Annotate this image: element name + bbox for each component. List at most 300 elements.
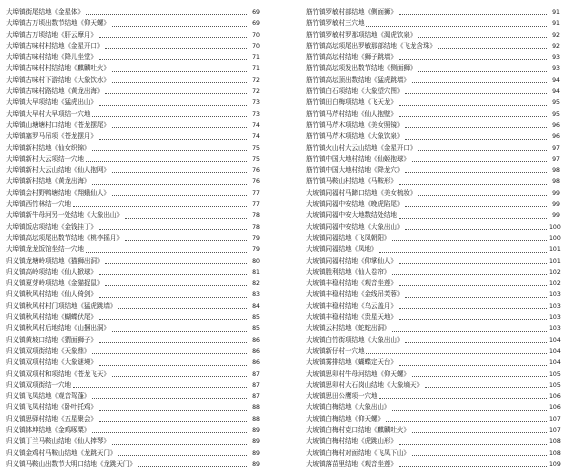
toc-entry[interactable] xyxy=(306,256,560,267)
toc-entry[interactable] xyxy=(6,335,260,346)
toc-entry-title: 大埠镇古味村村结地《金星开口》 xyxy=(6,41,104,50)
toc-entry-page-number: 98 xyxy=(552,167,560,175)
toc-entry-title: 大坡镇丰稳村结地《金线吊芙蓉》 xyxy=(306,290,404,299)
toc-entry-title: 筋竹镇马芹村结地《仙人抱壁》 xyxy=(306,109,397,118)
toc-entry[interactable] xyxy=(6,301,260,312)
toc-entry-title: 大埠镇古万顷出数节结地《仰天螺》 xyxy=(6,19,110,28)
toc-entry[interactable] xyxy=(6,222,260,233)
toc-entry-title: 大坡镇同福中安结地《大象出山》 xyxy=(306,222,404,231)
toc-entry-page-number: 75 xyxy=(252,155,260,163)
toc-entry-title: 归义镇马鞍山出数节大明口结地《龙跳天门》 xyxy=(6,459,136,468)
toc-entry-title: 大埠镇西竹林结一穴地 xyxy=(6,200,71,209)
toc-entry-title: 筋竹镇马芹木项结地《大象饮泉》 xyxy=(306,132,404,141)
toc-dot-leader xyxy=(112,126,247,128)
toc-entry[interactable] xyxy=(306,222,560,233)
toc-entry-page-number: 86 xyxy=(252,359,260,367)
toc-entry-title: 筋竹镇罗敏村三穴地 xyxy=(306,19,365,28)
toc-entry-title: 大埠镇古味村村结结地《麒麟吐火》 xyxy=(6,64,110,73)
toc-entry[interactable] xyxy=(306,210,560,221)
toc-dot-leader xyxy=(99,341,247,343)
toc-entry[interactable] xyxy=(6,18,260,29)
toc-entry-page-number: 103 xyxy=(549,302,561,310)
toc-dot-leader xyxy=(405,92,547,94)
toc-entry-page-number: 103 xyxy=(549,325,561,333)
toc-entry[interactable] xyxy=(306,436,560,447)
toc-entry[interactable] xyxy=(6,436,260,447)
toc-entry[interactable] xyxy=(306,357,560,368)
toc-entry-title: 归义镇秋风村后地结地《山捆出洞》 xyxy=(6,324,110,333)
toc-entry-title: 归义镇丁兰马鞍山结地《仙人捧琴》 xyxy=(6,437,110,446)
toc-dot-leader xyxy=(99,36,247,38)
toc-entry[interactable] xyxy=(306,312,560,323)
toc-entry[interactable] xyxy=(306,165,560,176)
toc-entry-page-number: 102 xyxy=(549,268,561,276)
toc-entry[interactable] xyxy=(6,233,260,244)
toc-entry-page-number: 78 xyxy=(252,212,260,220)
toc-dot-leader xyxy=(99,104,247,106)
toc-dot-leader xyxy=(418,149,547,151)
toc-dot-leader xyxy=(112,375,247,377)
toc-dot-leader xyxy=(405,341,547,343)
toc-right-column xyxy=(306,7,560,470)
toc-entry-page-number: 96 xyxy=(552,133,560,141)
toc-dot-leader xyxy=(99,296,247,298)
toc-dot-leader xyxy=(405,126,547,128)
toc-entry[interactable] xyxy=(6,188,260,199)
toc-entry-title: 大坡镇丰稳村结地《贵星天地》 xyxy=(306,313,397,322)
toc-entry[interactable] xyxy=(306,289,560,300)
toc-dot-leader xyxy=(125,217,247,219)
toc-entry-page-number: 89 xyxy=(252,438,260,446)
toc-entry[interactable] xyxy=(306,414,560,425)
toc-entry[interactable] xyxy=(6,210,260,221)
toc-entry[interactable] xyxy=(6,109,260,120)
toc-dot-leader xyxy=(405,171,547,173)
toc-entry-title: 归义镇飞凤结地《观音驾蓬》 xyxy=(6,392,91,401)
toc-entry-page-number: 106 xyxy=(549,393,561,401)
toc-entry-page-number: 85 xyxy=(252,314,260,322)
toc-entry[interactable] xyxy=(306,63,560,74)
toc-dot-leader xyxy=(118,454,247,456)
toc-entry-title: 筋竹镇中国大地村结地《降龙穴》 xyxy=(306,166,404,175)
toc-entry[interactable] xyxy=(306,402,560,413)
toc-entry-title: 筋竹镇白石项结地《大象望穴图》 xyxy=(306,87,404,96)
toc-dot-leader xyxy=(399,318,547,320)
toc-entry-title: 筋竹镇高坛项发出数节结地《侧面狮》 xyxy=(306,64,417,73)
toc-entry-page-number: 107 xyxy=(549,426,561,434)
toc-entry-page-number: 74 xyxy=(252,121,260,129)
toc-entry[interactable] xyxy=(306,346,560,357)
toc-entry-page-number: 70 xyxy=(252,42,260,50)
toc-entry[interactable] xyxy=(6,41,260,52)
toc-entry-title: 大埠镇古味村下游结地《大象饮水》 xyxy=(6,75,110,84)
toc-entry-title: 大埠镇古万顷结地《肝云摩月》 xyxy=(6,30,97,39)
toc-dot-leader xyxy=(99,138,247,140)
toc-entry-title: 筋竹镇高坛村结地《狮子跳墙》 xyxy=(306,53,397,62)
toc-entry-page-number: 77 xyxy=(252,189,260,197)
toc-dot-leader xyxy=(105,47,247,49)
toc-dot-leader xyxy=(379,251,547,253)
toc-entry[interactable] xyxy=(306,188,560,199)
toc-entry[interactable] xyxy=(6,176,260,187)
toc-entry[interactable] xyxy=(6,448,260,459)
toc-entry-page-number: 104 xyxy=(549,359,561,367)
toc-dot-leader xyxy=(99,409,247,411)
toc-entry-page-number: 71 xyxy=(252,54,260,62)
toc-entry[interactable] xyxy=(6,199,260,210)
toc-dot-leader xyxy=(399,443,547,445)
toc-entry-page-number: 87 xyxy=(252,370,260,378)
toc-entry[interactable] xyxy=(6,75,260,86)
toc-entry-page-number: 92 xyxy=(552,42,560,50)
toc-entry-page-number: 99 xyxy=(552,201,560,209)
toc-entry-title: 大埠镇会村野鸭塘结地《翔蛾仙人》 xyxy=(6,188,110,197)
toc-entry-page-number: 89 xyxy=(252,460,260,468)
toc-entry-page-number: 108 xyxy=(549,449,561,457)
toc-dot-leader xyxy=(399,262,547,264)
toc-entry[interactable] xyxy=(306,176,560,187)
toc-entry-title: 归义镇黄坡口结地《猬面狮子》 xyxy=(6,335,97,344)
toc-entry-page-number: 76 xyxy=(252,167,260,175)
toc-entry[interactable] xyxy=(306,143,560,154)
toc-entry-title: 归义镇双项村结地《大象谜境》 xyxy=(6,358,97,367)
toc-entry-page-number: 103 xyxy=(549,314,561,322)
toc-entry-title: 归义镇高岭项结地《仙人掀球》 xyxy=(6,267,97,276)
toc-entry-page-number: 106 xyxy=(549,404,561,412)
toc-entry-page-number: 101 xyxy=(549,246,561,254)
toc-dot-leader xyxy=(92,352,247,354)
toc-dot-leader xyxy=(112,443,247,445)
toc-entry-page-number: 83 xyxy=(252,291,260,299)
toc-entry-page-number: 73 xyxy=(252,99,260,107)
toc-entry-page-number: 95 xyxy=(552,99,560,107)
toc-entry-title: 筋竹镇罗敏村罗那项结地《渴虎饮泉》 xyxy=(306,30,417,39)
toc-entry[interactable] xyxy=(6,256,260,267)
toc-entry[interactable] xyxy=(6,143,260,154)
toc-dot-leader xyxy=(412,431,547,433)
toc-entry-page-number: 107 xyxy=(549,415,561,423)
toc-dot-leader xyxy=(118,307,247,309)
toc-entry[interactable] xyxy=(306,120,560,131)
toc-entry-page-number: 88 xyxy=(252,404,260,412)
toc-dot-leader xyxy=(405,138,547,140)
toc-dot-leader xyxy=(392,330,547,332)
toc-entry-page-number: 88 xyxy=(252,415,260,423)
toc-entry[interactable] xyxy=(6,165,260,176)
toc-entry-title: 大坡镇同福结地《飞凤朝阳》 xyxy=(306,233,391,242)
toc-entry-page-number: 99 xyxy=(552,189,560,197)
toc-dot-leader xyxy=(366,352,547,354)
toc-entry-page-number: 94 xyxy=(552,88,560,96)
toc-entry-title: 大坡镇同福中安结地《晚虎陷尾》 xyxy=(306,200,404,209)
toc-entry-title: 大坡镇白竹街项结地《大象出山》 xyxy=(306,335,404,344)
toc-entry-page-number: 85 xyxy=(252,325,260,333)
toc-entry-page-number: 77 xyxy=(252,201,260,209)
toc-entry-title: 大坡镇云村结地《蛇蛇出洞》 xyxy=(306,324,391,333)
toc-entry-title: 大坡镇丰稳村结地《观音坐莲》 xyxy=(306,279,397,288)
toc-dot-leader xyxy=(366,25,547,27)
toc-entry-page-number: 79 xyxy=(252,234,260,242)
toc-entry-page-number: 102 xyxy=(549,280,561,288)
toc-dot-leader xyxy=(92,183,247,185)
toc-entry-page-number: 101 xyxy=(549,257,561,265)
toc-entry[interactable] xyxy=(6,425,260,436)
toc-dot-leader xyxy=(399,364,547,366)
toc-dot-leader xyxy=(412,81,547,83)
toc-entry[interactable] xyxy=(6,391,260,402)
toc-dot-leader xyxy=(392,239,547,241)
toc-entry[interactable] xyxy=(6,120,260,131)
toc-entry-title: 归义镇秋风村结地《仙人倚剑》 xyxy=(6,290,97,299)
toc-entry[interactable] xyxy=(306,459,560,470)
toc-entry-title: 大埠镇大早项结地《猛虎出山》 xyxy=(6,98,97,107)
toc-entry-page-number: 80 xyxy=(252,257,260,265)
toc-entry-page-number: 79 xyxy=(252,246,260,254)
toc-entry[interactable] xyxy=(6,380,260,391)
toc-entry[interactable] xyxy=(6,459,260,470)
toc-entry[interactable] xyxy=(306,109,560,120)
toc-entry[interactable] xyxy=(306,335,560,346)
toc-entry-title: 大坡镇同福结地《凤地》 xyxy=(306,245,378,254)
toc-entry[interactable] xyxy=(306,199,560,210)
toc-entry-title: 筋竹镇马鞍山村结地《马鞍形》 xyxy=(306,177,397,186)
toc-entry-page-number: 98 xyxy=(552,178,560,186)
toc-entry-title: 大埠镇新牛母河另一处结地《大象出山》 xyxy=(6,211,123,220)
toc-entry-page-number: 104 xyxy=(549,336,561,344)
toc-entry-title: 大坡镇丰稳村结地《乌云盖月》 xyxy=(306,301,397,310)
toc-entry[interactable] xyxy=(6,244,260,255)
toc-entry[interactable] xyxy=(6,86,260,97)
toc-entry[interactable] xyxy=(306,86,560,97)
toc-entry-title: 大坡镇同福村结地《仰掌仙人》 xyxy=(306,256,397,265)
toc-dot-leader xyxy=(399,58,547,60)
toc-dot-leader xyxy=(86,13,247,15)
toc-entry-page-number: 92 xyxy=(552,31,560,39)
toc-entry-title: 大坡镇思卯村大石岗山结地《大象墒天》 xyxy=(306,380,423,389)
toc-dot-leader xyxy=(418,36,547,38)
toc-entry[interactable] xyxy=(6,357,260,368)
toc-entry[interactable] xyxy=(6,346,260,357)
toc-dot-leader xyxy=(399,13,547,15)
toc-entry-title: 归义镇金鸡村马鞍山结地《龙跳天门》 xyxy=(6,448,117,457)
toc-entry[interactable] xyxy=(306,131,560,142)
toc-entry-title: 归义镇秋风村结地《蝴蝶伏尾》 xyxy=(6,313,97,322)
toc-entry-title: 大坡镇新仔村一穴地 xyxy=(306,346,365,355)
toc-dot-leader xyxy=(379,397,547,399)
toc-entry[interactable] xyxy=(306,301,560,312)
toc-entry-title: 归义镇飞凤村结地《卧叶托鸡》 xyxy=(6,403,97,412)
toc-entry-title: 大坡镇白梅村克口结地《麒麟吐火》 xyxy=(306,425,410,434)
toc-entry-title: 筋竹镇中国大地村结地《仙姬抱球》 xyxy=(306,154,410,163)
toc-dot-leader xyxy=(99,318,247,320)
toc-dot-leader xyxy=(92,431,247,433)
toc-entry-page-number: 73 xyxy=(252,110,260,118)
toc-dot-leader xyxy=(392,409,547,411)
toc-entry-page-number: 71 xyxy=(252,65,260,73)
toc-entry-page-number: 86 xyxy=(252,336,260,344)
toc-entry-page-number: 104 xyxy=(549,347,561,355)
toc-entry-title: 归义镇钵坤结地《金鸡啄粟》 xyxy=(6,425,91,434)
toc-dot-leader xyxy=(412,454,547,456)
toc-entry-title: 归义镇秋风村村门项结地《猛虎跳墙》 xyxy=(6,301,117,310)
toc-left-column xyxy=(6,7,260,470)
toc-entry[interactable] xyxy=(6,402,260,413)
toc-dot-leader xyxy=(99,420,247,422)
toc-entry-title: 归义镇双项街结地《天象鼎》 xyxy=(6,346,91,355)
toc-entry[interactable] xyxy=(306,7,560,18)
toc-dot-leader xyxy=(99,228,247,230)
toc-entry[interactable] xyxy=(306,323,560,334)
toc-dot-leader xyxy=(112,194,247,196)
toc-entry[interactable] xyxy=(306,30,560,41)
toc-dot-leader xyxy=(99,273,247,275)
toc-entry-title: 大埠镇新村大云山结地《仙人抱网》 xyxy=(6,166,110,175)
toc-entry[interactable] xyxy=(306,97,560,108)
toc-entry[interactable] xyxy=(306,18,560,29)
toc-dot-leader xyxy=(399,115,547,117)
toc-entry[interactable] xyxy=(306,75,560,86)
toc-entry-title: 大埠镇高坛项尾出数节结地《桃李摇月》 xyxy=(6,233,123,242)
toc-entry-page-number: 78 xyxy=(252,223,260,231)
toc-entry[interactable] xyxy=(306,369,560,380)
toc-entry-page-number: 72 xyxy=(252,88,260,96)
toc-entry-title: 大坡镇落苗里结地《观音坐莲》 xyxy=(306,459,397,468)
toc-entry-title: 大埠镇山塘塘村口结地《苍龙摆尾》 xyxy=(6,120,110,129)
toc-entry-page-number: 69 xyxy=(252,9,260,16)
toc-entry-title: 筋竹镇高坛项尾出罗敏那部结地《飞龙含珠》 xyxy=(306,41,436,50)
toc-dot-leader xyxy=(112,171,247,173)
toc-dot-leader xyxy=(425,386,547,388)
toc-entry-page-number: 97 xyxy=(552,144,560,152)
toc-entry-page-number: 87 xyxy=(252,381,260,389)
toc-dot-leader xyxy=(412,160,547,162)
toc-entry-title: 大埠镇新村大云项结一穴地 xyxy=(6,154,84,163)
toc-entry[interactable] xyxy=(306,244,560,255)
toc-entry-page-number: 91 xyxy=(552,20,560,28)
toc-dot-leader xyxy=(392,273,547,275)
toc-dot-leader xyxy=(399,217,547,219)
toc-entry-title: 大埠镇饭店项结地《金钱挂丁》 xyxy=(6,222,97,231)
toc-entry-title: 大埠镇新村结地《仙女织锦》 xyxy=(6,143,91,152)
toc-entry[interactable] xyxy=(306,380,560,391)
toc-entry-title: 大埠镇大早村大早项结一穴地 xyxy=(6,109,91,118)
toc-entry-page-number: 72 xyxy=(252,76,260,84)
toc-entry-page-number: 99 xyxy=(552,212,560,220)
toc-entry-page-number: 103 xyxy=(549,291,561,299)
toc-dot-leader xyxy=(73,205,247,207)
toc-entry-title: 大坡镇胜利结地《仙人卷帘》 xyxy=(306,267,391,276)
toc-entry[interactable] xyxy=(6,414,260,425)
toc-entry[interactable] xyxy=(306,41,560,52)
toc-dot-leader xyxy=(112,70,247,72)
toc-entry-title: 筋竹镇马芹木项结地《美女照镜》 xyxy=(306,120,404,129)
toc-entry[interactable] xyxy=(6,7,260,18)
toc-dot-leader xyxy=(86,251,247,253)
toc-entry[interactable] xyxy=(6,323,260,334)
toc-entry[interactable] xyxy=(6,267,260,278)
toc-entry-page-number: 95 xyxy=(552,110,560,118)
toc-entry-title: 大埠镇街尾结地《金星体》 xyxy=(6,8,84,16)
toc-dot-leader xyxy=(418,70,547,72)
toc-entry[interactable] xyxy=(306,448,560,459)
toc-dot-leader xyxy=(399,284,547,286)
toc-entry[interactable] xyxy=(6,131,260,142)
toc-entry[interactable] xyxy=(306,267,560,278)
toc-dot-leader xyxy=(399,104,547,106)
toc-entry-title: 筋竹镇火山村大云山结地《金星开口》 xyxy=(306,143,417,152)
toc-dot-leader xyxy=(86,160,247,162)
toc-entry[interactable] xyxy=(6,63,260,74)
toc-entry-page-number: 93 xyxy=(552,65,560,73)
toc-entry[interactable] xyxy=(6,312,260,323)
toc-dot-leader xyxy=(99,58,247,60)
toc-entry-title: 大坡镇思田公鹰项一穴地 xyxy=(306,392,378,401)
toc-entry-page-number: 97 xyxy=(552,155,560,163)
toc-entry[interactable] xyxy=(306,391,560,402)
toc-entry[interactable] xyxy=(6,369,260,380)
toc-dot-leader xyxy=(386,420,547,422)
toc-entry[interactable] xyxy=(306,154,560,165)
toc-entry-title: 大坡镇白梅结地《大象出山》 xyxy=(306,403,391,412)
toc-entry-title: 大坡镇思卯村牛母河结地《仰天螺》 xyxy=(306,369,410,378)
toc-entry-page-number: 87 xyxy=(252,393,260,401)
toc-dot-leader xyxy=(112,25,247,27)
toc-entry-page-number: 81 xyxy=(252,268,260,276)
toc-entry[interactable] xyxy=(6,154,260,165)
toc-dot-leader xyxy=(405,205,547,207)
toc-entry[interactable] xyxy=(6,97,260,108)
toc-dot-leader xyxy=(73,386,247,388)
toc-entry[interactable] xyxy=(6,52,260,63)
toc-entry-page-number: 82 xyxy=(252,280,260,288)
toc-entry-title: 大坡镇雾排结地《蝴蝶定天台》 xyxy=(306,358,397,367)
toc-dot-leader xyxy=(105,284,247,286)
toc-entry-title: 归义镇双项村和项结地《苍龙飞天》 xyxy=(6,369,110,378)
toc-dot-leader xyxy=(125,239,247,241)
toc-entry-title: 大埠镇古味村结地《降儿坐堂》 xyxy=(6,53,97,62)
toc-entry[interactable] xyxy=(6,30,260,41)
toc-entry-page-number: 108 xyxy=(549,438,561,446)
toc-entry-page-number: 105 xyxy=(549,370,561,378)
toc-entry[interactable] xyxy=(6,278,260,289)
toc-dot-leader xyxy=(405,228,547,230)
toc-entry-title: 大坡镇同福村马蹄口结地《美女梳妆》 xyxy=(306,188,417,197)
toc-dot-leader xyxy=(99,364,247,366)
toc-entry[interactable] xyxy=(306,52,560,63)
toc-entry-page-number: 109 xyxy=(549,460,561,468)
toc-entry[interactable] xyxy=(306,278,560,289)
toc-dot-leader xyxy=(105,92,247,94)
toc-entry-page-number: 69 xyxy=(252,20,260,28)
toc-dot-leader xyxy=(412,375,547,377)
toc-entry[interactable] xyxy=(306,425,560,436)
toc-entry-title: 归义镇双项街结一穴地 xyxy=(6,380,71,389)
toc-entry-page-number: 76 xyxy=(252,178,260,186)
toc-entry-title: 筋竹镇田白梅项结地《飞天龙》 xyxy=(306,98,397,107)
toc-entry-title: 归义镇夏芽岭项结地《金猫捉鼠》 xyxy=(6,279,104,288)
toc-entry-title: 大埠镇龙龙饭馆坐结一穴地 xyxy=(6,245,84,254)
toc-dot-leader xyxy=(399,183,547,185)
toc-entry-page-number: 70 xyxy=(252,31,260,39)
toc-entry[interactable] xyxy=(306,233,560,244)
toc-dot-leader xyxy=(105,262,247,264)
toc-dot-leader xyxy=(112,81,247,83)
toc-entry-page-number: 89 xyxy=(252,449,260,457)
toc-entry-title: 筋竹镇罗敏村部结地《侧面狮》 xyxy=(306,8,397,16)
toc-entry-title: 归义镇思驿村结地《五星聚会》 xyxy=(6,414,97,423)
toc-entry-page-number: 105 xyxy=(549,381,561,389)
toc-entry[interactable] xyxy=(6,289,260,300)
